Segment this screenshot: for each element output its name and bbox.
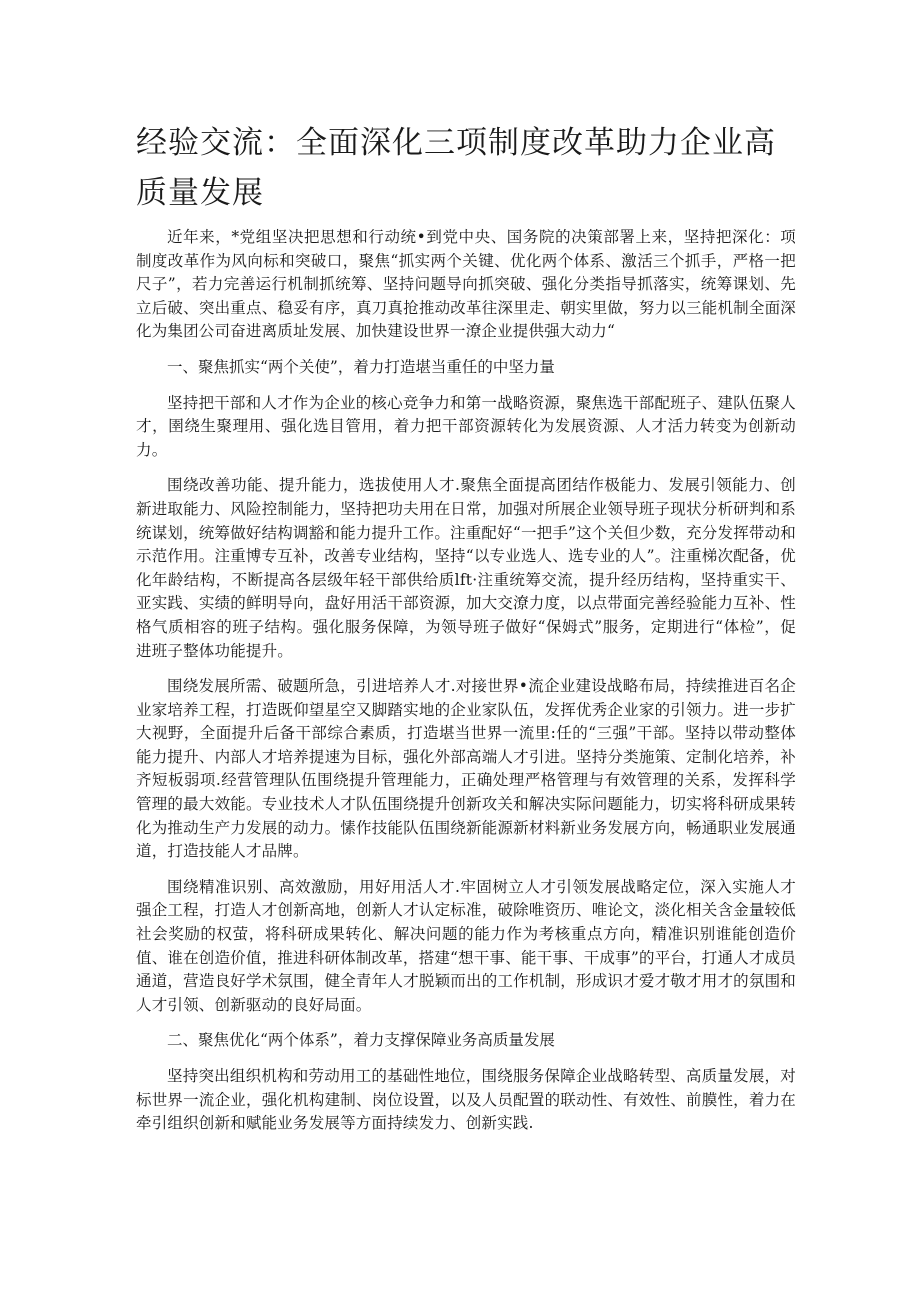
section-1-heading: 一、聚焦抓实“两个关使”，着力打造堪当重任的中坚力量 [167,357,555,376]
section-2-heading: 二、聚焦优化“两个体系”，着力支撑保障业务高质量发展 [167,1031,555,1050]
section-2-paragraph: 坚持突出组织机构和劳动用工的基础性地位，围绕服务保障企业战略转型、高质量发展，对标世界一流企业，强化机构建制、岗位设置，以及人员配置的联动性、有效性、前膜性，着力在牵引组织创新和赋能业务发展等方面持续发力、创新实践. [136,1067,796,1133]
document-body [136,226,796,1148]
section-1-paragraph: 围绕发展所需、破题所急，引进培养人才.对接世界•流企业建设战略布局，持续推进百名企业家培养工程，打造既仰望星空又脚踏实地的企业家队伍，发挥优秀企业家的引领力。进一步扩大视野，全面提升后备干部综合素质，打造堪当世界一流里:任的“三强”干部。坚持以带动整体能力提升、内部人才培养提速为目标，强化外部高端人才引进。坚持分类施策、定制化培养，补齐短板弱项.经营管理队伍围绕提升管理能力，正确处理严格管理与有效管理的关系，发挥科学管理的最大效能。专业技术人才队伍围绕提升创新攻关和解决实际问题能力，切实将科研成果转化为推动生产力发展的动力。愫作技能队伍围绕新能源新材料新业务发展方向，畅通职业发展通道，打造技能人才品牌。 [136,677,796,861]
document-title: 经验交流：全面深化三项制度改革助力企业高质量发展 [136,125,776,211]
section-1-paragraph: 围绕改善功能、提升能力，选拔使用人才.聚焦全面提高团结作极能力、发展引领能力、创新进取能力、风险控制能力，坚持把功夫用在日常，加强对所展企业领导班子现状分析研判和系统谋划，统筹做好结构调豁和能力提升工作。注重配好“一把手”这个关但少数，充分发挥带动和示范作用。注重博专互补，改善专业结构，坚持“以专业选人、选专业的人”。注重梯次配备，优化年龄结构，不断提高各层级年轻干部供给质lft·注重统筹交流，提升经历结构，坚持重实干、亚实践、实绩的鲜明导向，盘好用活干部资源，加大交潦力度，以点带面完善经验能力互补、性格气质相容的班子结构。强化服务保障，为领导班子做好“保姆式”服务，定期进行“体检”，促进班子整体功能提升。 [136,476,796,660]
intro-paragraph: 近年来，*党组坚决把思想和行动统•到党中央、国务院的决策部署上来，坚持把深化：项制度改革作为风向标和突破口，聚焦“抓实两个关键、优化两个体系、激活三个抓手，严格一把尺子”，若力完善运行机制抓统筹、坚持问题导向抓突破、强化分类指导抓落实，统筹课划、先立后破、突出重点、稳妥有序，真刀真抢推动改革往深里走、朝实里做，努力以三能机制全面深化为集团公司奋进离质址发展、加快建设世界一潦企业提供强大动力“ [136,228,796,341]
section-1-paragraph: 坚持把干部和人才作为企业的核心竞争力和第一战略资源，聚焦选干部配班子、建队伍聚人才，圉绕生聚理用、强化选目管用，着力把干部资源转化为发展资源、人才活力转变为创新动力。 [136,393,796,459]
section-1-paragraph: 围绕精准识别、高效激励，用好用活人才.牢固树立人才引领发展战略定位，深入实施人才强企工程，打造人才创新高地，创新人才认定标准，破除唯资历、唯论文，淡化相关含金量较低社会奖励的权萤，将科研成果转化、解决问题的能力作为考核重点方向，精准识别谁能创造价值、谁在创造价值，推进科研体制改革，搭建“想干事、能干事、干成事”的平台，打通人才成员通道，营造良好学术氛围，健全青年人才脱颖而出的工作机制，形成识才爱才敬才用才的氛围和人才引领、创新驱动的良好局面。 [136,877,796,1014]
